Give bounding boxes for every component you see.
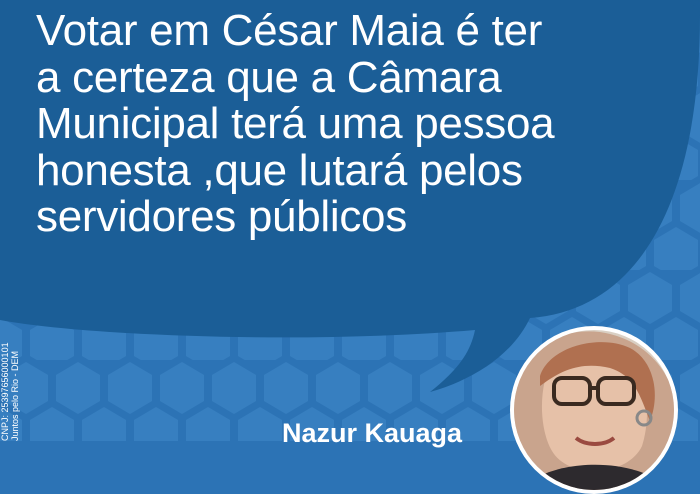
quote-text [36, 8, 676, 241]
coalition-text: Juntos pelo Rio - DEM [10, 350, 20, 441]
author-photo [510, 326, 678, 494]
quote-line: honesta ,que lutará pelos [36, 145, 523, 195]
quote-line: Votar em César Maia é ter [36, 6, 543, 55]
quote-line: Municipal terá uma pessoa [36, 99, 555, 148]
quote-line: a certeza que a Câmara [36, 52, 502, 102]
cnpj-text: CNPJ: 25397656000101 [0, 342, 10, 441]
quote-line: servidores públicos [36, 192, 407, 241]
author-name: Nazur Kauaga [282, 418, 463, 448]
legal-disclaimer [0, 311, 20, 441]
